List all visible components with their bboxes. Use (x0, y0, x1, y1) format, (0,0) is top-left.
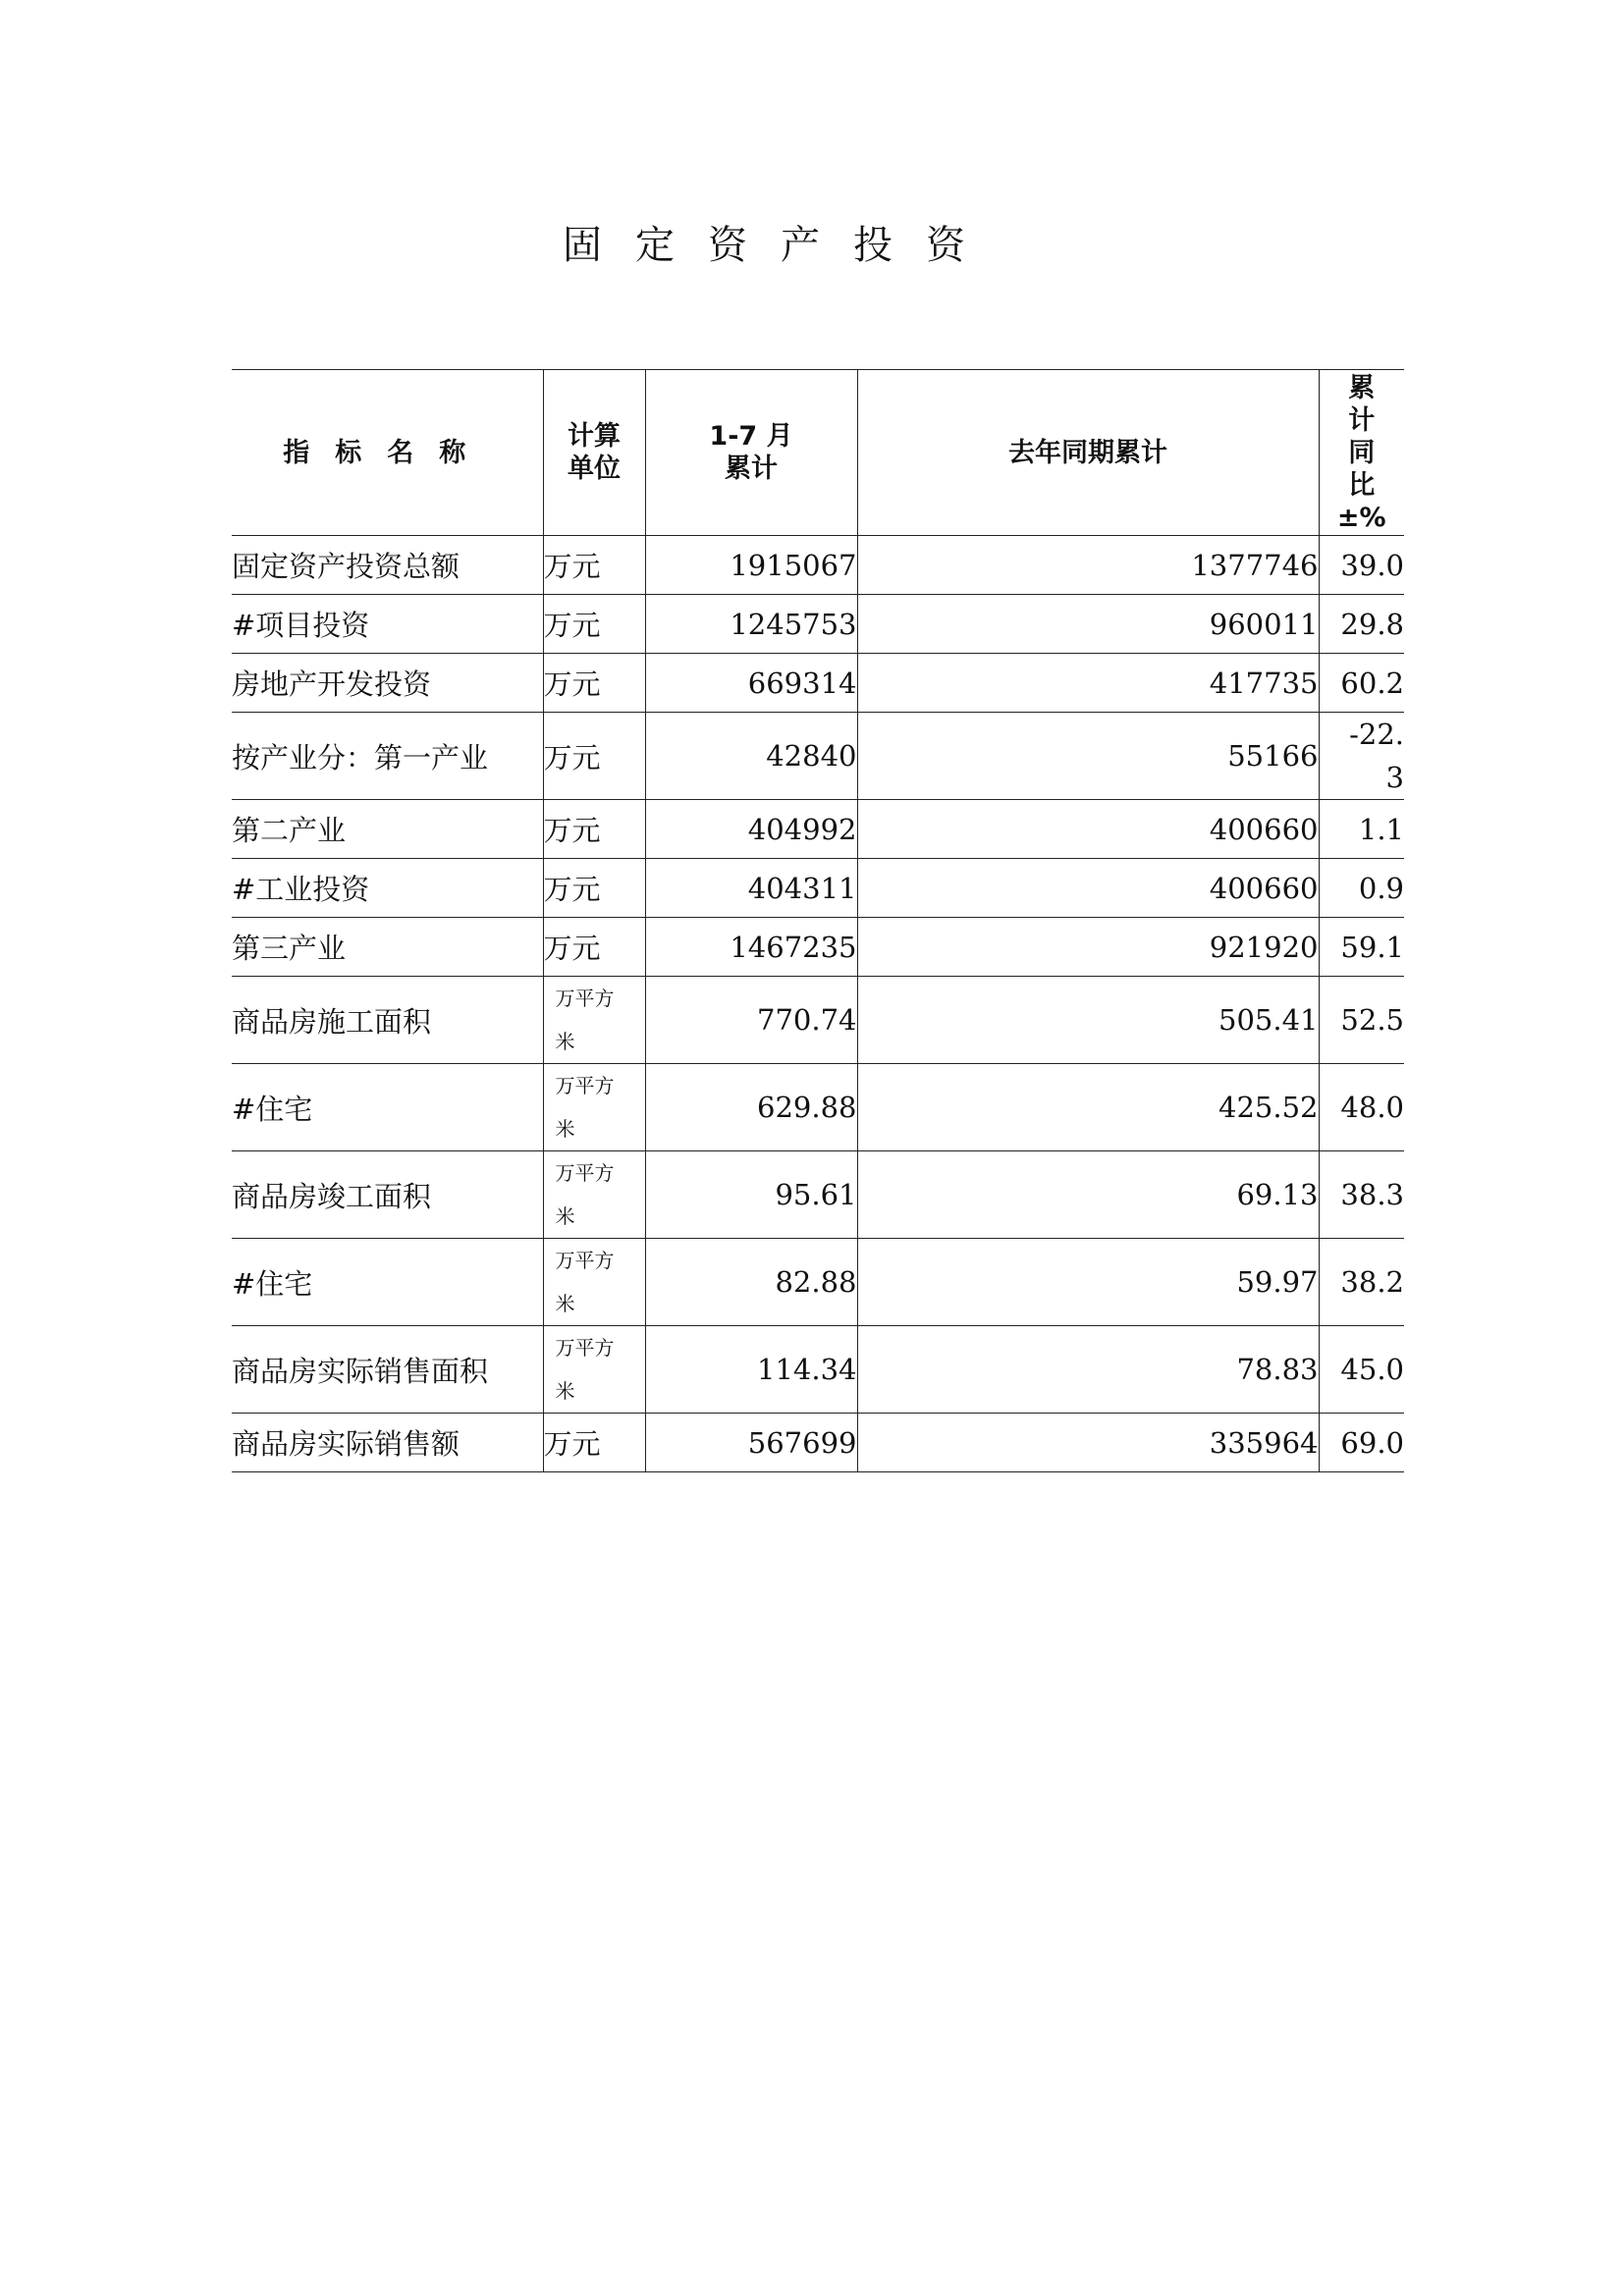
header-indicator-name: 指标名称 (232, 370, 543, 536)
row-growth-line1: -22. (1349, 718, 1404, 751)
row-growth: 38.3 (1319, 1151, 1404, 1239)
header-current-line1: 1-7 月 (709, 421, 793, 452)
table-row (232, 800, 1404, 859)
row-name: #住宅 (232, 1239, 543, 1326)
row-unit: 万元 (543, 654, 645, 713)
row-unit (543, 1326, 645, 1414)
table-row (232, 1414, 1404, 1472)
table-row (232, 1326, 1404, 1414)
row-growth: 52.5 (1319, 977, 1404, 1064)
row-last-year: 505.41 (857, 977, 1319, 1064)
row-growth: 1.1 (1319, 800, 1404, 859)
row-name: 商品房施工面积 (232, 977, 543, 1064)
header-growth-char: 比 (1348, 469, 1376, 501)
table-header-row (232, 370, 1404, 536)
row-last-year: 921920 (857, 918, 1319, 977)
row-name: 第二产业 (232, 800, 543, 859)
row-growth-line2: 3 (1385, 761, 1404, 794)
table-row (232, 595, 1404, 654)
row-name: 固定资产投资总额 (232, 536, 543, 595)
row-last-year: 400660 (857, 800, 1319, 859)
row-current: 1245753 (645, 595, 857, 654)
row-unit: 万元 (543, 1414, 645, 1472)
row-current: 42840 (645, 713, 857, 800)
row-growth: 29.8 (1319, 595, 1404, 654)
header-growth-char: ±% (1336, 502, 1386, 533)
header-growth-char: 同 (1348, 437, 1376, 468)
page-title: 固定资产投资 (563, 223, 999, 268)
row-current: 95.61 (645, 1151, 857, 1239)
table-row (232, 1064, 1404, 1151)
table-row (232, 977, 1404, 1064)
row-name: 第三产业 (232, 918, 543, 977)
row-current: 629.88 (645, 1064, 857, 1151)
row-name: #工业投资 (232, 859, 543, 918)
row-name: #住宅 (232, 1064, 543, 1151)
row-unit-line1: 万平方 (555, 1336, 615, 1360)
row-name: 按产业分：第一产业 (232, 713, 543, 800)
row-unit-line2: 米 (555, 1379, 575, 1403)
row-current: 404992 (645, 800, 857, 859)
row-growth: 0.9 (1319, 859, 1404, 918)
table-row (232, 1239, 1404, 1326)
row-unit: 万元 (543, 536, 645, 595)
row-unit: 万元 (543, 713, 645, 800)
row-unit-line2: 米 (555, 1292, 575, 1315)
table-row (232, 1151, 1404, 1239)
row-growth: 48.0 (1319, 1064, 1404, 1151)
row-unit-line1: 万平方 (555, 987, 615, 1010)
header-current-line2: 累计 (725, 454, 778, 484)
row-unit: 万元 (543, 918, 645, 977)
row-growth: 45.0 (1319, 1326, 1404, 1414)
row-unit-line1: 万平方 (555, 1161, 615, 1185)
row-growth: 38.2 (1319, 1239, 1404, 1326)
row-last-year: 417735 (857, 654, 1319, 713)
row-name: 房地产开发投资 (232, 654, 543, 713)
row-current: 1467235 (645, 918, 857, 977)
header-unit-line1: 计算 (568, 421, 621, 452)
row-growth: 59.1 (1319, 918, 1404, 977)
header-unit-line2: 单位 (568, 454, 621, 484)
row-name: 商品房竣工面积 (232, 1151, 543, 1239)
row-current: 82.88 (645, 1239, 857, 1326)
row-current: 1915067 (645, 536, 857, 595)
row-current: 567699 (645, 1414, 857, 1472)
row-unit (543, 1239, 645, 1326)
row-growth (1319, 713, 1404, 800)
row-unit-line2: 米 (555, 1030, 575, 1053)
row-unit (543, 1064, 645, 1151)
row-last-year: 1377746 (857, 536, 1319, 595)
row-unit: 万元 (543, 595, 645, 654)
row-last-year: 78.83 (857, 1326, 1319, 1414)
row-last-year: 960011 (857, 595, 1319, 654)
header-growth-char: 计 (1348, 404, 1376, 436)
row-last-year: 425.52 (857, 1064, 1319, 1151)
row-unit-line2: 米 (555, 1204, 575, 1228)
row-last-year: 335964 (857, 1414, 1319, 1472)
row-unit-line1: 万平方 (555, 1249, 615, 1272)
header-growth-char: 累 (1348, 372, 1376, 403)
table-row (232, 536, 1404, 595)
row-unit-line1: 万平方 (555, 1074, 615, 1097)
row-growth: 69.0 (1319, 1414, 1404, 1472)
header-current-period (645, 370, 857, 536)
row-last-year: 55166 (857, 713, 1319, 800)
row-current: 770.74 (645, 977, 857, 1064)
row-growth: 60.2 (1319, 654, 1404, 713)
header-growth (1319, 370, 1404, 536)
row-unit-line2: 米 (555, 1117, 575, 1141)
investment-table (232, 369, 1404, 1472)
row-unit (543, 977, 645, 1064)
row-growth: 39.0 (1319, 536, 1404, 595)
row-unit: 万元 (543, 859, 645, 918)
table-row (232, 713, 1404, 800)
table-row (232, 859, 1404, 918)
row-current: 404311 (645, 859, 857, 918)
row-last-year: 69.13 (857, 1151, 1319, 1239)
row-last-year: 400660 (857, 859, 1319, 918)
table-row (232, 918, 1404, 977)
row-unit (543, 1151, 645, 1239)
row-unit: 万元 (543, 800, 645, 859)
row-name: 商品房实际销售面积 (232, 1326, 543, 1414)
row-name: 商品房实际销售额 (232, 1414, 543, 1472)
table-row (232, 654, 1404, 713)
header-unit (543, 370, 645, 536)
row-last-year: 59.97 (857, 1239, 1319, 1326)
row-current: 114.34 (645, 1326, 857, 1414)
row-name: #项目投资 (232, 595, 543, 654)
row-current: 669314 (645, 654, 857, 713)
header-last-year: 去年同期累计 (857, 370, 1319, 536)
